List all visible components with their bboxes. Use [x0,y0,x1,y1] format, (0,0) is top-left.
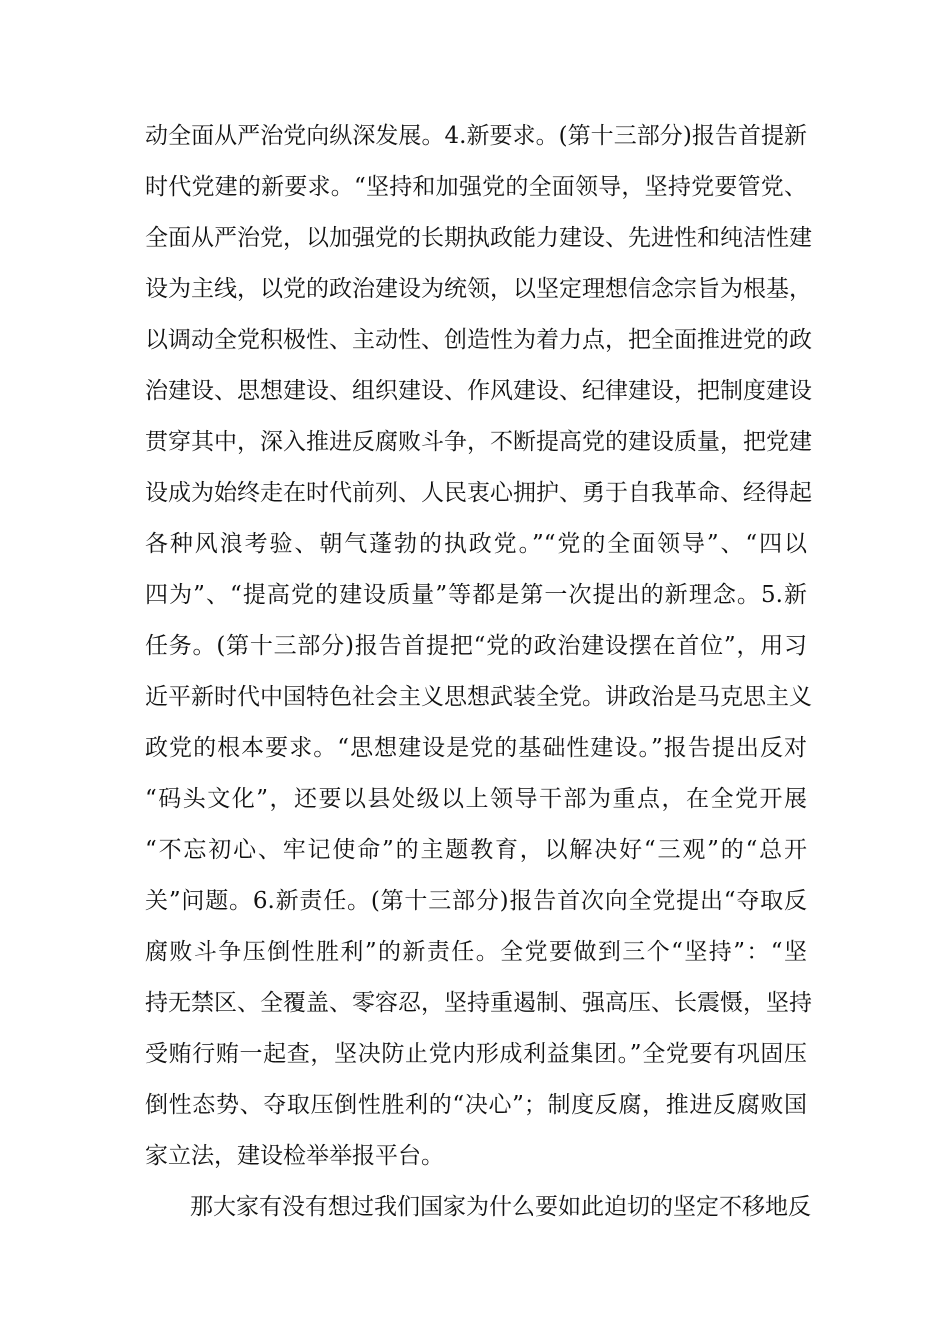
paragraph-line: 政党的根本要求。“思想建设是党的基础性建设。”报告提出反对 [145,735,807,761]
paragraph-line: 以调动全党积极性、主动性、创造性为着力点，把全面推进党的政 [145,327,812,353]
paragraph-line: 那大家有没有想过我们国家为什么要如此迫切的坚定不移地反 [190,1194,811,1220]
paragraph-line: 各种风浪考验、朝气蓬勃的执政党。”“党的全面领导”、“四以 [145,531,807,557]
paragraph-line: 四为”、“提高党的建设质量”等都是第一次提出的新理念。5.新 [145,582,807,608]
paragraph-line: 受贿行贿一起查，坚决防止党内形成利益集团。”全党要有巩固压 [145,1041,807,1067]
paragraph-line: 贯穿其中，深入推进反腐败斗争，不断提高党的建设质量，把党建 [145,429,812,455]
paragraph-line: 治建设、思想建设、组织建设、作风建设、纪律建设，把制度建设 [145,378,812,404]
paragraph-line: 近平新时代中国特色社会主义思想武装全党。讲政治是马克思主义 [145,684,812,710]
paragraph-line: 持无禁区、全覆盖、零容忍，坚持重遏制、强高压、长震慑，坚持 [145,990,812,1016]
paragraph-line: 设为主线，以党的政治建设为统领，以坚定理想信念宗旨为根基， [145,276,812,302]
paragraph-line: 时代党建的新要求。“坚持和加强党的全面领导，坚持党要管党、 [145,174,807,200]
paragraph-line: 家立法，建设检举举报平台。 [145,1143,444,1169]
paragraph-line: 全面从严治党，以加强党的长期执政能力建设、先进性和纯洁性建 [145,225,812,251]
paragraph-line: “码头文化”，还要以县处级以上领导干部为重点，在全党开展 [145,786,807,812]
paragraph-line: 任务。(第十三部分)报告首提把“党的政治建设摆在首位”，用习 [145,633,807,659]
paragraph-line: 动全面从严治党向纵深发展。4.新要求。(第十三部分)报告首提新 [145,123,807,149]
paragraph-line: 设成为始终走在时代前列、人民衷心拥护、勇于自我革命、经得起 [145,480,812,506]
paragraph-line: 腐败斗争压倒性胜利”的新责任。全党要做到三个“坚持”：“坚 [145,939,807,965]
paragraph-line: 倒性态势、夺取压倒性胜利的“决心”；制度反腐，推进反腐败国 [145,1092,807,1118]
paragraph-line: “不忘初心、牢记使命”的主题教育，以解决好“三观”的“总开 [145,837,807,863]
paragraph-line: 关”问题。6.新责任。(第十三部分)报告首次向全党提出“夺取反 [145,888,807,914]
